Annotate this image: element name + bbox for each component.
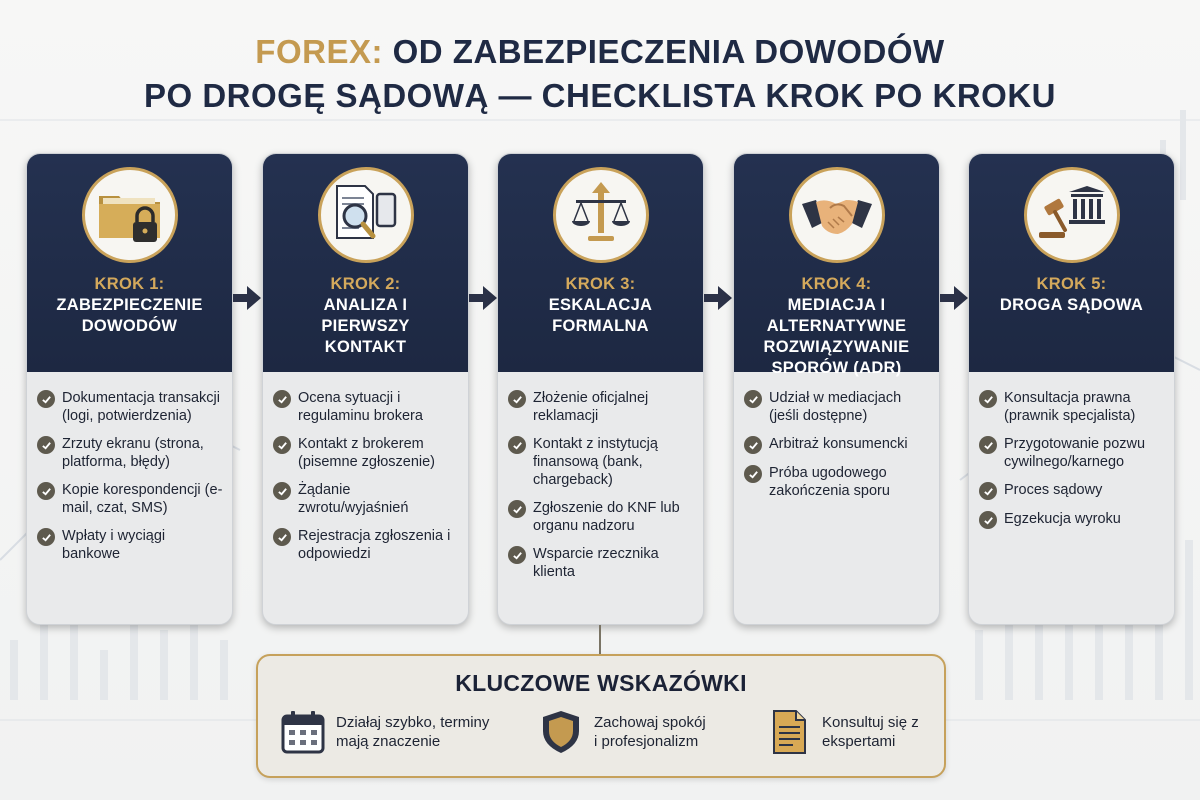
gavel-courthouse-icon — [1024, 167, 1120, 263]
step-checklist — [744, 389, 931, 510]
step-card-1 — [26, 153, 233, 625]
folder-lock-icon — [82, 167, 178, 263]
step-number: KROK 4: — [801, 275, 872, 293]
checklist-item — [37, 481, 224, 517]
checklist-item — [979, 389, 1166, 425]
tip-item — [538, 708, 709, 756]
check-icon — [37, 482, 55, 500]
step-label — [35, 274, 224, 337]
step-label — [506, 274, 695, 337]
tip-text: Konsultuj się z ekspertami — [822, 714, 919, 750]
check-icon — [273, 390, 291, 408]
step-card-header — [27, 154, 232, 372]
arrow-right-icon — [940, 286, 968, 310]
check-icon — [744, 465, 762, 483]
checklist-item-text: Żądanie zwrotu/wyjaśnień — [298, 482, 409, 516]
check-icon — [273, 482, 291, 500]
step-checklist — [273, 389, 460, 573]
document-magnifier-phone-icon — [318, 167, 414, 263]
title-accent: FOREX: — [255, 33, 383, 70]
checklist-item-text: Zgłoszenie do KNF lub organu nadzoru — [533, 500, 680, 534]
step-title: ZABEZPIECZENIE DOWODÓW — [56, 296, 203, 335]
step-label — [742, 274, 931, 379]
check-icon — [37, 390, 55, 408]
checklist-item — [37, 435, 224, 471]
check-icon — [508, 546, 526, 564]
step-card-2 — [262, 153, 469, 625]
check-icon — [273, 436, 291, 454]
check-icon — [508, 390, 526, 408]
checklist-item — [37, 527, 224, 563]
checklist-item — [979, 510, 1166, 529]
checklist-item-text: Proces sądowy — [1004, 482, 1103, 498]
checklist-item — [508, 389, 695, 425]
checklist-item — [979, 481, 1166, 500]
arrow-right-icon — [233, 286, 261, 310]
checklist-item-text: Dokumentacja transakcji (logi, potwierdzenia) — [62, 390, 220, 424]
checklist-item — [508, 499, 695, 535]
checklist-item-text: Próba ugodowego zakończenia sporu — [769, 465, 890, 499]
step-number: KROK 3: — [565, 275, 636, 293]
checklist-item-text: Kopie korespondencji (e-mail, czat, SMS) — [62, 482, 223, 516]
step-title: MEDIACJA I ALTERNATYWNE ROZWIĄZYWANIE SPORÓW (ADR) — [763, 296, 910, 377]
step-checklist — [508, 389, 695, 591]
step-number: KROK 5: — [1036, 275, 1107, 293]
arrow-right-icon — [469, 286, 497, 310]
tips-title: KLUCZOWE WSKAZÓWKI — [455, 670, 747, 696]
step-number: KROK 1: — [94, 275, 165, 293]
checklist-item — [273, 435, 460, 471]
checklist-item-text: Ocena sytuacji i regulaminu brokera — [298, 390, 423, 424]
checklist-item-text: Kontakt z brokerem (pisemne zgłoszenie) — [298, 436, 436, 470]
document-icon — [766, 708, 812, 756]
checklist-item-text: Egzekucja wyroku — [1004, 511, 1121, 527]
step-card-5 — [968, 153, 1175, 625]
step-checklist — [37, 389, 224, 573]
checklist-item — [273, 481, 460, 517]
step-card-header — [263, 154, 468, 372]
checklist-item — [273, 389, 460, 425]
page-title — [0, 30, 1200, 118]
scales-arrow-icon — [553, 167, 649, 263]
check-icon — [979, 436, 997, 454]
check-icon — [979, 511, 997, 529]
tip-text: Działaj szybko, terminy mają znaczenie — [336, 714, 490, 750]
step-label — [271, 274, 460, 358]
checklist-item-text: Przygotowanie pozwu cywilnego/karnego — [1004, 436, 1146, 470]
step-card-4 — [733, 153, 940, 625]
checklist-item — [744, 435, 931, 454]
step-title: DROGA SĄDOWA — [999, 296, 1144, 314]
connector-line — [599, 625, 601, 655]
tip-item — [280, 708, 511, 756]
step-checklist — [979, 389, 1166, 539]
checklist-item-text: Rejestracja zgłoszenia i odpowiedzi — [298, 528, 451, 562]
tip-text: Zachowaj spokój i profesjonalizm — [594, 714, 706, 750]
checklist-item-text: Konsultacja prawna (prawnik specjalista) — [1004, 390, 1136, 424]
title-line2: PO DROGĘ SĄDOWĄ — CHECKLISTA KROK PO KROKU — [143, 77, 1057, 114]
checklist-item — [744, 389, 931, 425]
step-card-header — [969, 154, 1174, 372]
arrow-right-icon — [704, 286, 732, 310]
checklist-item-text: Udział w mediacjach (jeśli dostępne) — [769, 390, 902, 424]
checklist-item — [508, 545, 695, 581]
checklist-item-text: Wpłaty i wyciągi bankowe — [62, 528, 166, 562]
checklist-item — [508, 435, 695, 489]
step-title-line — [742, 274, 931, 295]
check-icon — [508, 500, 526, 518]
checklist-item-text: Kontakt z instytucją finansową (bank, chargeback) — [533, 436, 658, 488]
check-icon — [979, 482, 997, 500]
key-tips-panel — [256, 654, 946, 778]
step-title: ESKALACJA FORMALNA — [548, 296, 653, 335]
tip-item — [766, 708, 922, 756]
check-icon — [744, 390, 762, 408]
check-icon — [37, 436, 55, 454]
checklist-item — [273, 527, 460, 563]
step-card-header — [734, 154, 939, 377]
checklist-item — [37, 389, 224, 425]
check-icon — [273, 528, 291, 546]
step-card-header — [498, 154, 703, 372]
shield-icon — [538, 708, 584, 756]
step-card-3 — [497, 153, 704, 625]
check-icon — [508, 436, 526, 454]
checklist-item-text: Złożenie oficjalnej reklamacji — [533, 390, 649, 424]
step-title: ANALIZA I PIERWSZY KONTAKT — [321, 296, 410, 356]
checklist-item — [744, 464, 931, 500]
step-number: KROK 2: — [330, 275, 401, 293]
step-label — [977, 274, 1166, 316]
check-icon — [979, 390, 997, 408]
checklist-item-text: Arbitraż konsumencki — [769, 436, 908, 452]
checklist-item — [979, 435, 1166, 471]
calendar-icon — [280, 708, 326, 756]
check-icon — [744, 436, 762, 454]
checklist-item-text: Zrzuty ekranu (strona, platforma, błędy) — [62, 436, 204, 470]
checklist-item-text: Wsparcie rzecznika klienta — [533, 546, 659, 580]
handshake-icon — [789, 167, 885, 263]
check-icon — [37, 528, 55, 546]
title-line1: OD ZABEZPIECZENIA DOWODÓW — [382, 33, 945, 70]
